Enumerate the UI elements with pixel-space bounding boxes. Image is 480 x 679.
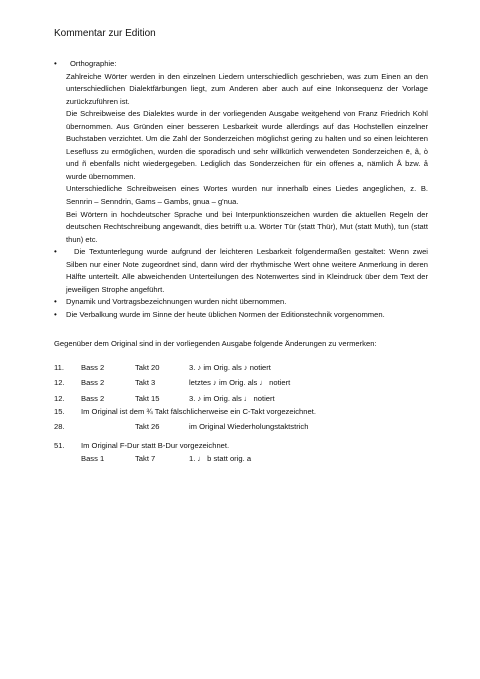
paragraph: Unterschiedliche Schreibweisen eines Wortes wurden nur innerhalb eines Liedes angeglichen, z. B. Sennrin – Senndrin, Gams – Gambs, gnua – g'nua. xyxy=(66,184,428,207)
change-note: 3. ♪ im Orig. als ♪ notiert xyxy=(189,363,271,372)
paragraph: Die Schreibweise des Dialektes wurde in der vorliegenden Ausgabe weitgehend von Franz Friedrich Kohl übernommen. Aus Gründen einer besseren Lesbarkeit wurde allerdings auf das Hochstellen einzelner Buchstaben verzichtet. Um die Zahl der Sonderzeichen möglichst gering zu halten und so einen leichteren Lesefluss zu ermöglichen, wurden die sporadisch und sehr willkürlich verwendeten Sonderzeichen ē, â, ò und ñ ebenfalls nicht wiedergegeben. Lediglich das Sonderzeichen für ein offenes a, nämlich Å bzw. å wurde übernommen. xyxy=(66,109,428,181)
page-title: Kommentar zur Edition xyxy=(54,28,156,39)
list-item xyxy=(54,309,428,322)
change-voice: Bass 2 xyxy=(81,363,105,372)
change-note: im Original Wiederholungstaktstrich xyxy=(189,422,309,431)
orthography-section xyxy=(54,58,428,246)
change-text: Im Original F-Dur statt B-Dur vorgezeichnet. xyxy=(81,441,230,450)
change-note: 1. ♩ b statt orig. a xyxy=(189,454,252,463)
change-row xyxy=(54,440,428,452)
change-takt: Takt 3 xyxy=(135,378,156,387)
change-number: 11. xyxy=(54,363,64,372)
change-row xyxy=(54,406,428,418)
change-takt: Takt 7 xyxy=(135,454,156,463)
notes-list xyxy=(54,246,428,321)
change-row xyxy=(54,377,428,389)
change-voice: Bass 2 xyxy=(81,394,105,403)
bullet-icon: • xyxy=(54,309,57,319)
list-item xyxy=(54,58,428,246)
change-takt: Takt 20 xyxy=(135,363,160,372)
change-row xyxy=(54,393,428,405)
change-takt: Takt 26 xyxy=(135,422,160,431)
change-note: letztes ♪ im Orig. als ♩ notiert xyxy=(189,378,291,387)
change-takt: Takt 15 xyxy=(135,394,160,403)
change-number: 51. xyxy=(54,441,65,450)
change-number: 28. xyxy=(54,422,65,431)
change-voice: Bass 1 xyxy=(81,454,105,463)
change-voice: Bass 2 xyxy=(81,378,105,387)
change-row xyxy=(54,421,428,433)
section-heading: Orthographie: xyxy=(70,59,117,68)
bullet-icon: • xyxy=(54,297,57,307)
list-item xyxy=(54,296,428,309)
change-row xyxy=(54,362,428,374)
change-text: Im Original ist dem ¾ Takt fälschlicherweise ein C-Takt vorgezeichnet. xyxy=(81,407,316,416)
paragraph: Bei Wörtern in hochdeutscher Sprache und bei Interpunktionszeichen wurden die aktuellen Regeln der deutschen Rechtschreibung angewandt, dies betrifft u.a. Wörter Tür (statt Thür), Mut (statt Muth), tun (statt thun) etc. xyxy=(66,209,428,244)
changes-intro: Gegenüber dem Original sind in der vorliegenden Ausgabe folgende Änderungen zu vermerken: xyxy=(54,339,377,348)
paragraph: Dynamik und Vortragsbezeichnungen wurden nicht übernommen. xyxy=(66,297,287,307)
paragraph: Die Verbalkung wurde im Sinne der heute üblichen Normen der Editionstechnik vorgenommen. xyxy=(66,309,385,319)
paragraph: Die Textunterlegung wurde aufgrund der leichteren Lesbarkeit folgendermaßen gestaltet: Wenn zwei Silben nur einer Note zugeordnet sind, dann wird der rhythmische Wert ohne weitere Anmerkung in deren Hälfte unterteilt. Alle abweichenden Unterteilungen des Notenwertes sind in Kleindruck über dem Text der jeweiligen Strophe angeführt. xyxy=(66,247,428,294)
bullet-icon: • xyxy=(54,247,57,256)
change-number: 12. xyxy=(54,394,65,403)
paragraph: Zahlreiche Wörter werden in den einzelnen Liedern unterschiedlich geschrieben, was zum Einen an den unterschiedlichen Dialektfärbungen liegt, zum Anderen aber auch auf eine Inkonsequenz der Vorlage zurückzuführen ist. xyxy=(66,71,428,106)
change-row xyxy=(54,453,428,465)
list-item xyxy=(54,246,428,296)
change-note: 3. ♪ im Orig. als ♩ notiert xyxy=(189,394,275,403)
change-number: 15. xyxy=(54,407,65,416)
change-number: 12. xyxy=(54,378,65,387)
bullet-icon: • xyxy=(54,59,57,68)
